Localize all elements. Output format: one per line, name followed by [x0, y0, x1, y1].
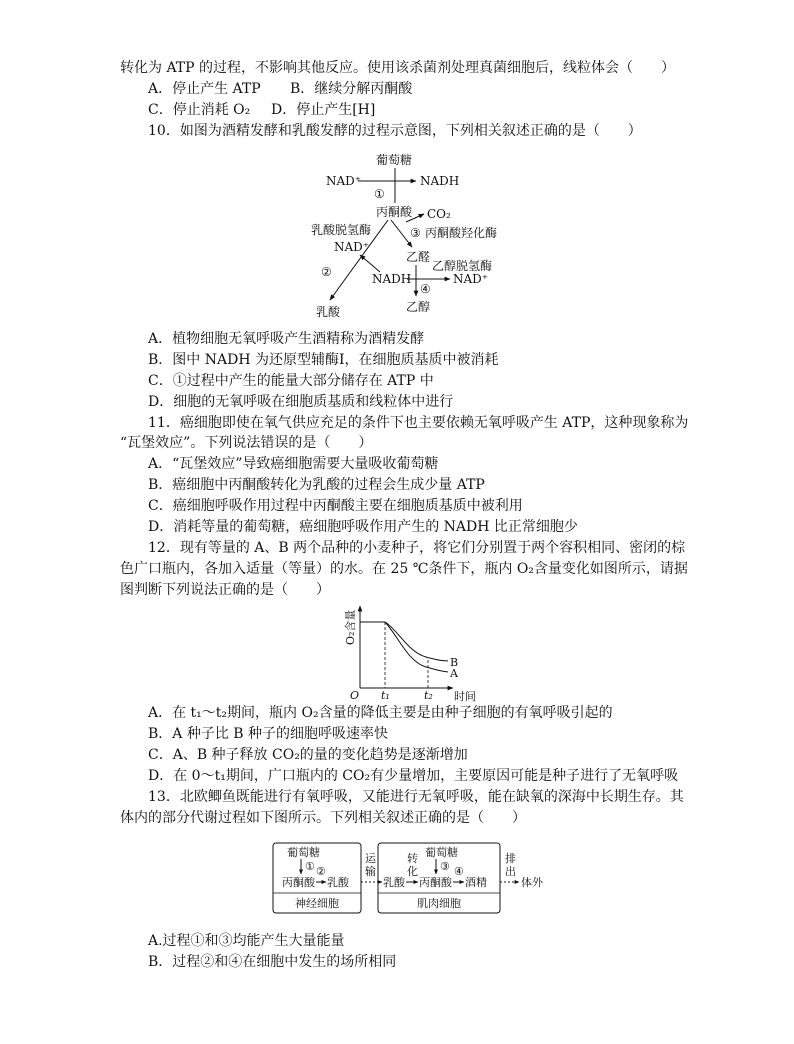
step-1-label: ①	[374, 187, 385, 201]
nad-right-label: NAD⁺	[453, 272, 489, 286]
q12-option-d: D．在 0～t₁期间，广口瓶内的 CO₂有少量增加，主要原因可能是种子进行了无氧呼吸	[148, 768, 679, 784]
ethanol-label: 乙醇	[406, 300, 431, 314]
q11-option-d: D．消耗等量的葡萄糖，癌细胞呼吸作用产生的 NADH 比正常细胞少	[148, 519, 578, 535]
q11-option-c: C．癌细胞呼吸作用过程中丙酮酸主要在细胞质基质中被利用	[148, 498, 523, 514]
q12-option-b: B．A 种子比 B 种子的细胞呼吸速率快	[148, 726, 389, 742]
nad-top-label: NAD⁺	[326, 174, 362, 188]
q9-option-c: C．停止消耗 O₂	[148, 102, 251, 118]
nad-left-label: NAD⁺	[334, 240, 370, 254]
q10-option-d: D．细胞的无氧呼吸在细胞质基质和线粒体中进行	[148, 394, 454, 410]
series-a-label: A	[450, 667, 458, 680]
step-4-label: ④	[420, 282, 431, 296]
acetaldehyde-label: 乙醛	[406, 250, 431, 264]
alcohol-dehydrogenase-label: 乙醇脱氢酶	[432, 259, 493, 273]
t2-tick-label: t₂	[424, 689, 433, 702]
glucose-label: 葡萄糖	[376, 153, 413, 167]
q9-stem-end: 转化为 ATP 的过程，不影响其他反应。使用该杀菌剂处理真菌细胞后，线粒体会（ ）	[120, 60, 676, 76]
nadh-to-nad-left-arrow	[360, 255, 380, 272]
crucian-metabolism-diagram	[265, 838, 555, 920]
co2-label: CO₂	[427, 207, 451, 221]
origin-label: O	[350, 689, 360, 702]
step-4-label: ④	[454, 865, 464, 878]
q9-option-a: A．停止产生 ATP	[148, 81, 261, 97]
t1-tick-label: t₁	[381, 689, 390, 702]
series-a-curve	[385, 622, 448, 672]
q9-option-d: D．停止产生[H]	[271, 102, 376, 118]
step-1-label: ①	[305, 860, 315, 873]
q13-option-a: A.过程①和③均能产生大量能量	[148, 933, 345, 949]
q11-stem-line-2: “瓦堡效应”。下列说法错误的是（ ）	[120, 435, 373, 451]
q10-option-c: C．①过程中产生的能量大部分储存在 ATP 中	[148, 373, 434, 389]
step-2-label: ②	[316, 865, 326, 878]
nerve-cell-label: 神经细胞	[295, 897, 339, 910]
q9-option-b: B．继续分解丙酮酸	[290, 81, 413, 97]
nadh-top-label: NADH	[420, 174, 460, 188]
q10-option-b: B．图中 NADH 为还原型辅酶Ⅰ，在细胞质基质中被消耗	[148, 352, 499, 368]
lactate-dehydrogenase-label: 乳酸脱氢酶	[311, 223, 372, 237]
q12-option-a: A．在 t₁～t₂期间，瓶内 O₂含量的降低主要是由种子细胞的有氧呼吸引起的	[148, 705, 613, 721]
muscle-pyruvate-label: 丙酮酸	[419, 876, 452, 889]
muscle-lactate-label: 乳酸	[383, 876, 405, 889]
series-b-curve	[385, 622, 448, 661]
transport-label-1: 运	[365, 852, 376, 865]
q10-stem: 10．如图为酒精发酵和乳酸发酵的过程示意图，下列相关叙述正确的是（ ）	[148, 123, 642, 139]
y-axis-label: O₂含量	[344, 609, 357, 645]
lactate-label: 乳酸	[316, 305, 341, 319]
outside-body-label: 体外	[521, 876, 543, 889]
q13-stem-line-2: 体内的部分代谢过程如下图所示。下列相关叙述正确的是（ ）	[120, 810, 526, 826]
q10-option-a: A．植物细胞无氧呼吸产生酒精称为酒精发酵	[148, 331, 425, 347]
fermentation-diagram	[310, 150, 510, 320]
x-axis-label: 时间	[454, 690, 476, 703]
q12-stem-line-2: 色广口瓶内，各加入适量（等量）的水。在 25 ℃条件下，瓶内 O₂含量变化如图所示，请据	[120, 561, 688, 577]
muscle-cell-label: 肌肉细胞	[417, 897, 461, 910]
step-3-label: ③	[410, 226, 421, 240]
pyruvate-to-acetaldehyde-arrow	[391, 220, 412, 247]
transport-label-2: 输	[365, 865, 376, 878]
q13-option-b: B．过程②和④在细胞中发生的场所相同	[148, 954, 397, 970]
nerve-lactate-label: 乳酸	[327, 876, 349, 889]
q12-option-c: C．A、B 种子释放 CO₂的量的变化趋势是逐渐增加	[148, 747, 468, 763]
convert-label-2: 化	[407, 865, 418, 878]
pyruvate-enzyme-label: 丙酮酸羟化酶	[425, 226, 498, 240]
q13-stem-line-1: 13．北欧鲫鱼既能进行有氧呼吸，又能进行无氧呼吸，能在缺氧的深海中长期生存。其	[148, 789, 684, 805]
pyruvate-label: 丙酮酸	[376, 205, 413, 219]
alcohol-label: 酒精	[465, 876, 487, 889]
nerve-glucose-label: 葡萄糖	[287, 846, 320, 859]
convert-label-1: 转	[407, 852, 418, 865]
excrete-label-2: 出	[505, 865, 516, 878]
oxygen-content-graph	[340, 600, 490, 702]
series-b-label: B	[450, 656, 459, 669]
q12-stem-line-1: 12．现有等量的 A、B 两个品种的小麦种子，将它们分别置于两个容积相同、密闭的棕	[148, 540, 686, 556]
muscle-glucose-label: 葡萄糖	[425, 846, 458, 859]
q11-stem-line-1: 11．癌细胞即使在氧气供应充足的条件下也主要依赖无氧呼吸产生 ATP，这种现象称为	[148, 415, 689, 431]
q12-stem-line-3: 图判断下列说法正确的是（ ）	[120, 582, 330, 598]
step-3-label: ③	[440, 860, 450, 873]
q11-option-b: B．癌细胞中丙酮酸转化为乳酸的过程会生成少量 ATP	[148, 477, 485, 493]
nerve-pyruvate-label: 丙酮酸	[282, 876, 315, 889]
excrete-label-1: 排	[505, 852, 516, 865]
q11-option-a: A．“瓦堡效应”导致癌细胞需要大量吸收葡萄糖	[148, 456, 439, 472]
nadh-bottom-label: NADH	[372, 272, 412, 286]
step-2-label: ②	[321, 265, 332, 279]
